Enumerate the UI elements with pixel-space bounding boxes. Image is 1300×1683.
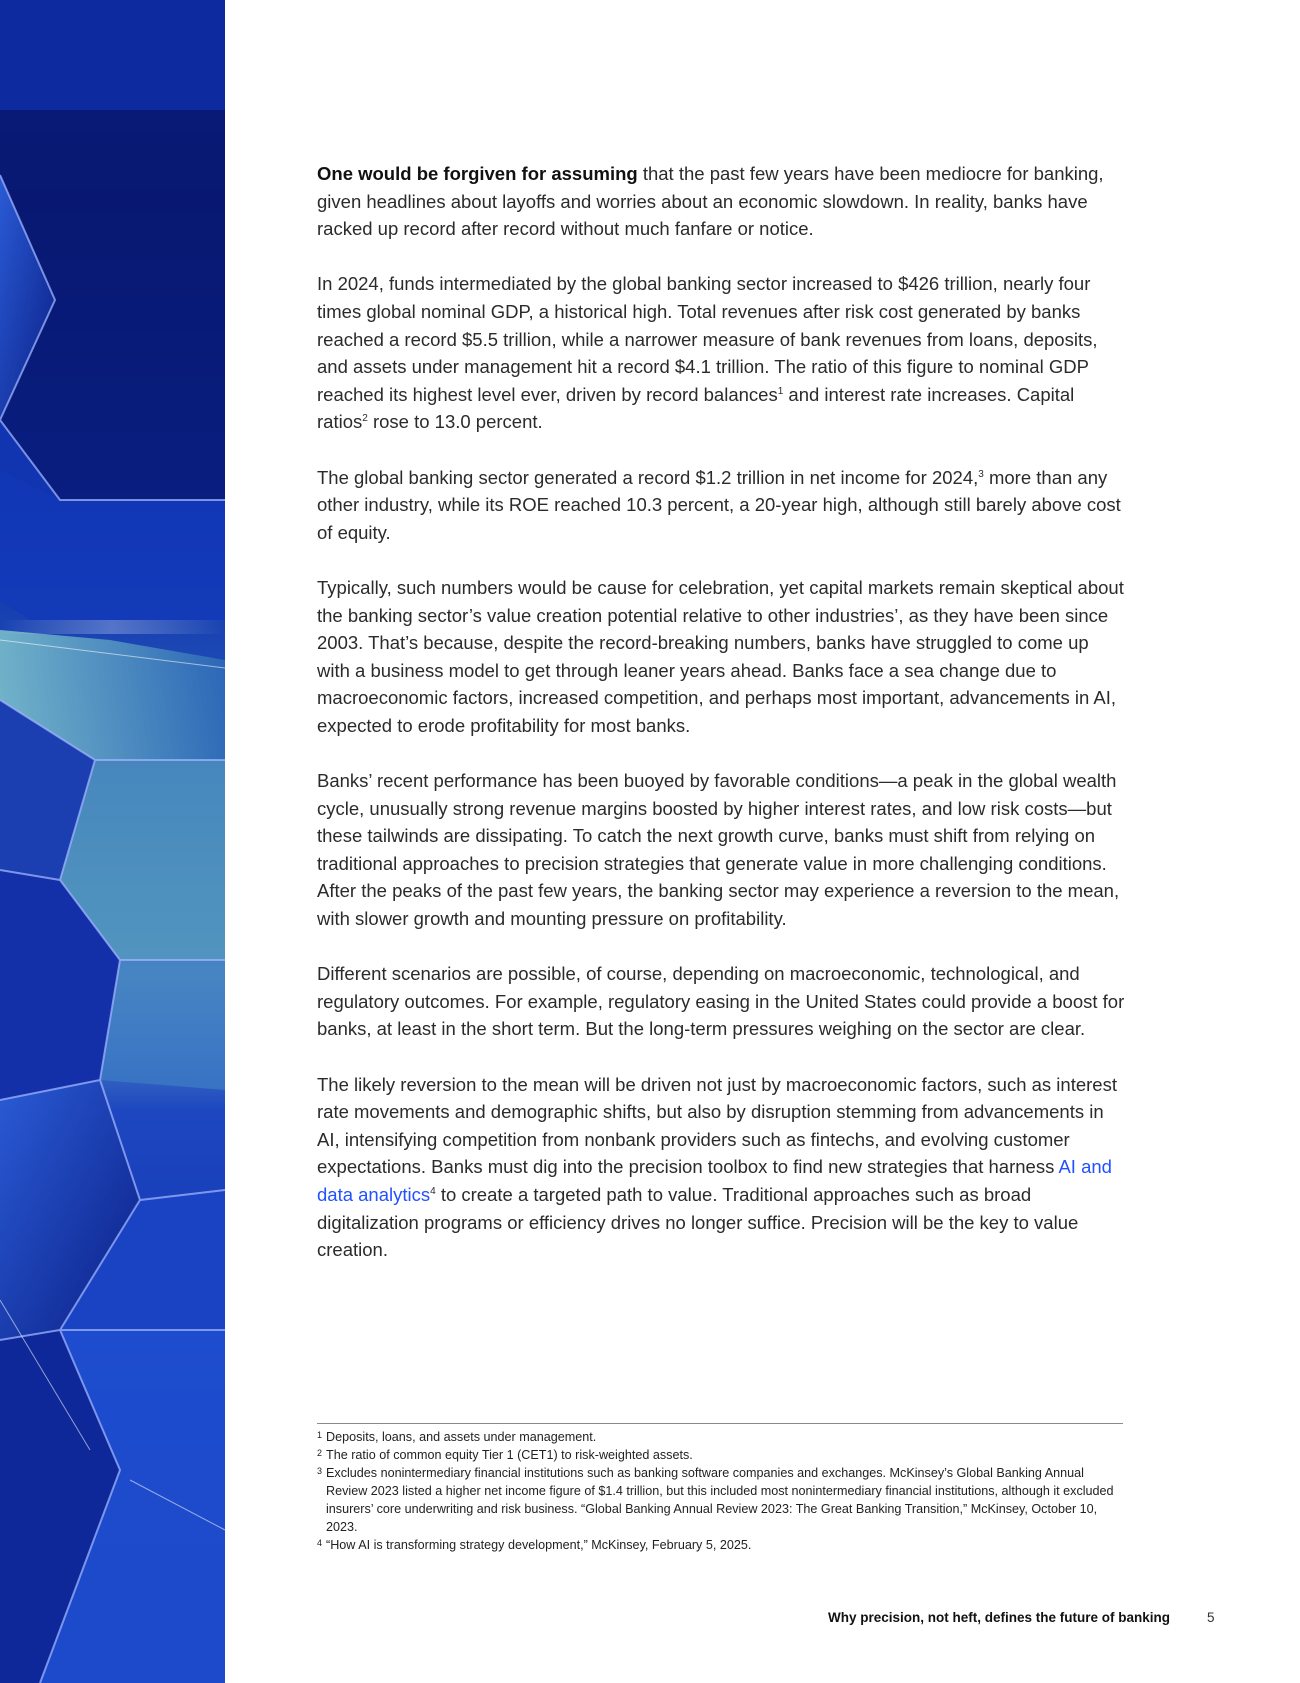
paragraph-net-income: The global banking sector generated a record $1.2 trillion in net income for 2024,$^3$ more than any other industry, while its ROE reached 10.3 percent, a 20-year high, although still barely above cost of equity. xyxy=(317,466,1121,543)
paragraph-skepticism: Typically, such numbers would be cause for celebration, yet capital markets remain skeptical about the banking sector’s value creation potential relative to other industries’, as they have been since 2003. That’s because, despite the record-breaking numbers, banks have struggled to come up with a business model to get through leaner years ahead. Banks face a sea change due to macroeconomic factors, increased competition, and perhaps most important, advancements in AI, expected to erode profitability for most banks. xyxy=(317,576,1124,736)
paragraph-scenarios: Different scenarios are possible, of course, depending on macroeconomic, technological, and regulatory outcomes. For example, regulatory easing in the United States could provide a boost for banks, at least in the short term. But the long-term pressures weighing on the sector are clear. xyxy=(317,963,1125,1040)
footnote-ref-1[interactable]: 1 xyxy=(777,385,784,397)
paragraph-intro: One would be forgiven for assuming that the past few years have been mediocre for banking, given headlines about layoffs and worries about an economic slowdown. In reality, banks have racked up record after record without much fanfare or notice. xyxy=(317,163,1104,240)
main-text xyxy=(317,160,1125,1291)
footnote-2: 2 The ratio of common equity Tier 1 (CET1) to risk-weighted assets. xyxy=(317,1448,693,1462)
paragraph-tailwinds: Banks’ recent performance has been buoyed by favorable conditions—a peak in the global wealth cycle, unusually strong revenue margins boosted by higher interest rates, and low risk costs—but these tailwinds are dissipating. To catch the next growth curve, banks must shift from relying on traditional approaches to precision strategies that generate value in more challenging conditions. After the peaks of the past few years, the banking sector may experience a reversion to the mean, with slower growth and mounting pressure on profitability. xyxy=(317,770,1120,930)
footnote-divider xyxy=(317,1423,1123,1424)
ai-data-analytics-link[interactable]: AI and data analytics xyxy=(317,1156,1112,1205)
footnote-1: 1 Deposits, loans, and assets under management. xyxy=(317,1430,597,1444)
footnote-ref-4[interactable]: 4 xyxy=(430,1185,436,1197)
footnote-ref-3[interactable]: 3 xyxy=(978,468,984,480)
paragraph-funds: In 2024, funds intermediated by the global banking sector increased to $426 trillion, nearly four times global nominal GDP, a historical high. Total revenues after risk cost generated by banks reached a record $5.5 trillion, while a narrower measure of bank revenues from loans, deposits, and assets under management hit a record $4.1 trillion. The ratio of this figure to nominal GDP reached its highest level ever, driven by record balances$^1$ and interest rate increases. Capital ratios$^2$ rose to 13.0 percent. xyxy=(317,273,1098,433)
footnote-3: 3 Excludes nonintermediary financial institutions such as banking software companies and exchanges. McKinsey’s Global Banking Annual Review 2023 listed a higher net income figure of $1.4 trillion, but this included most nonintermediary financial institutions, although it excluded insurers’ core underwriting and risk business. “Global Banking Annual Review 2023: The Great Banking Transition,” McKinsey, October 10, 2023. xyxy=(317,1466,1114,1534)
paragraph-reversion: The likely reversion to the mean will be driven not just by macroeconomic factors, such as interest rate movements and demographic shifts, but also by disruption stemming from advancements in AI, intensifying competition from nonbank providers such as fintechs, and evolving customer expectations. Banks must dig into the precision toolbox to find new strategies that harness AI and data analytics$^4$ to create a targeted path to value. Traditional approaches such as broad digitalization programs or efficiency drives no longer suffice. Precision will be the key to value creation. xyxy=(317,1073,1117,1261)
page-number: 5 xyxy=(1207,1610,1215,1625)
decorative-hexagon-image xyxy=(0,0,225,1683)
footer-report-title: Why precision, not heft, defines the future of banking xyxy=(827,1610,1170,1625)
footnotes xyxy=(317,1428,1127,1554)
footnote-4: 4 “How AI is transforming strategy development,” McKinsey, February 5, 2025. xyxy=(317,1538,752,1552)
lead-in-bold: One would be forgiven for assuming xyxy=(317,163,638,184)
footnote-ref-2[interactable]: 2 xyxy=(362,413,368,425)
